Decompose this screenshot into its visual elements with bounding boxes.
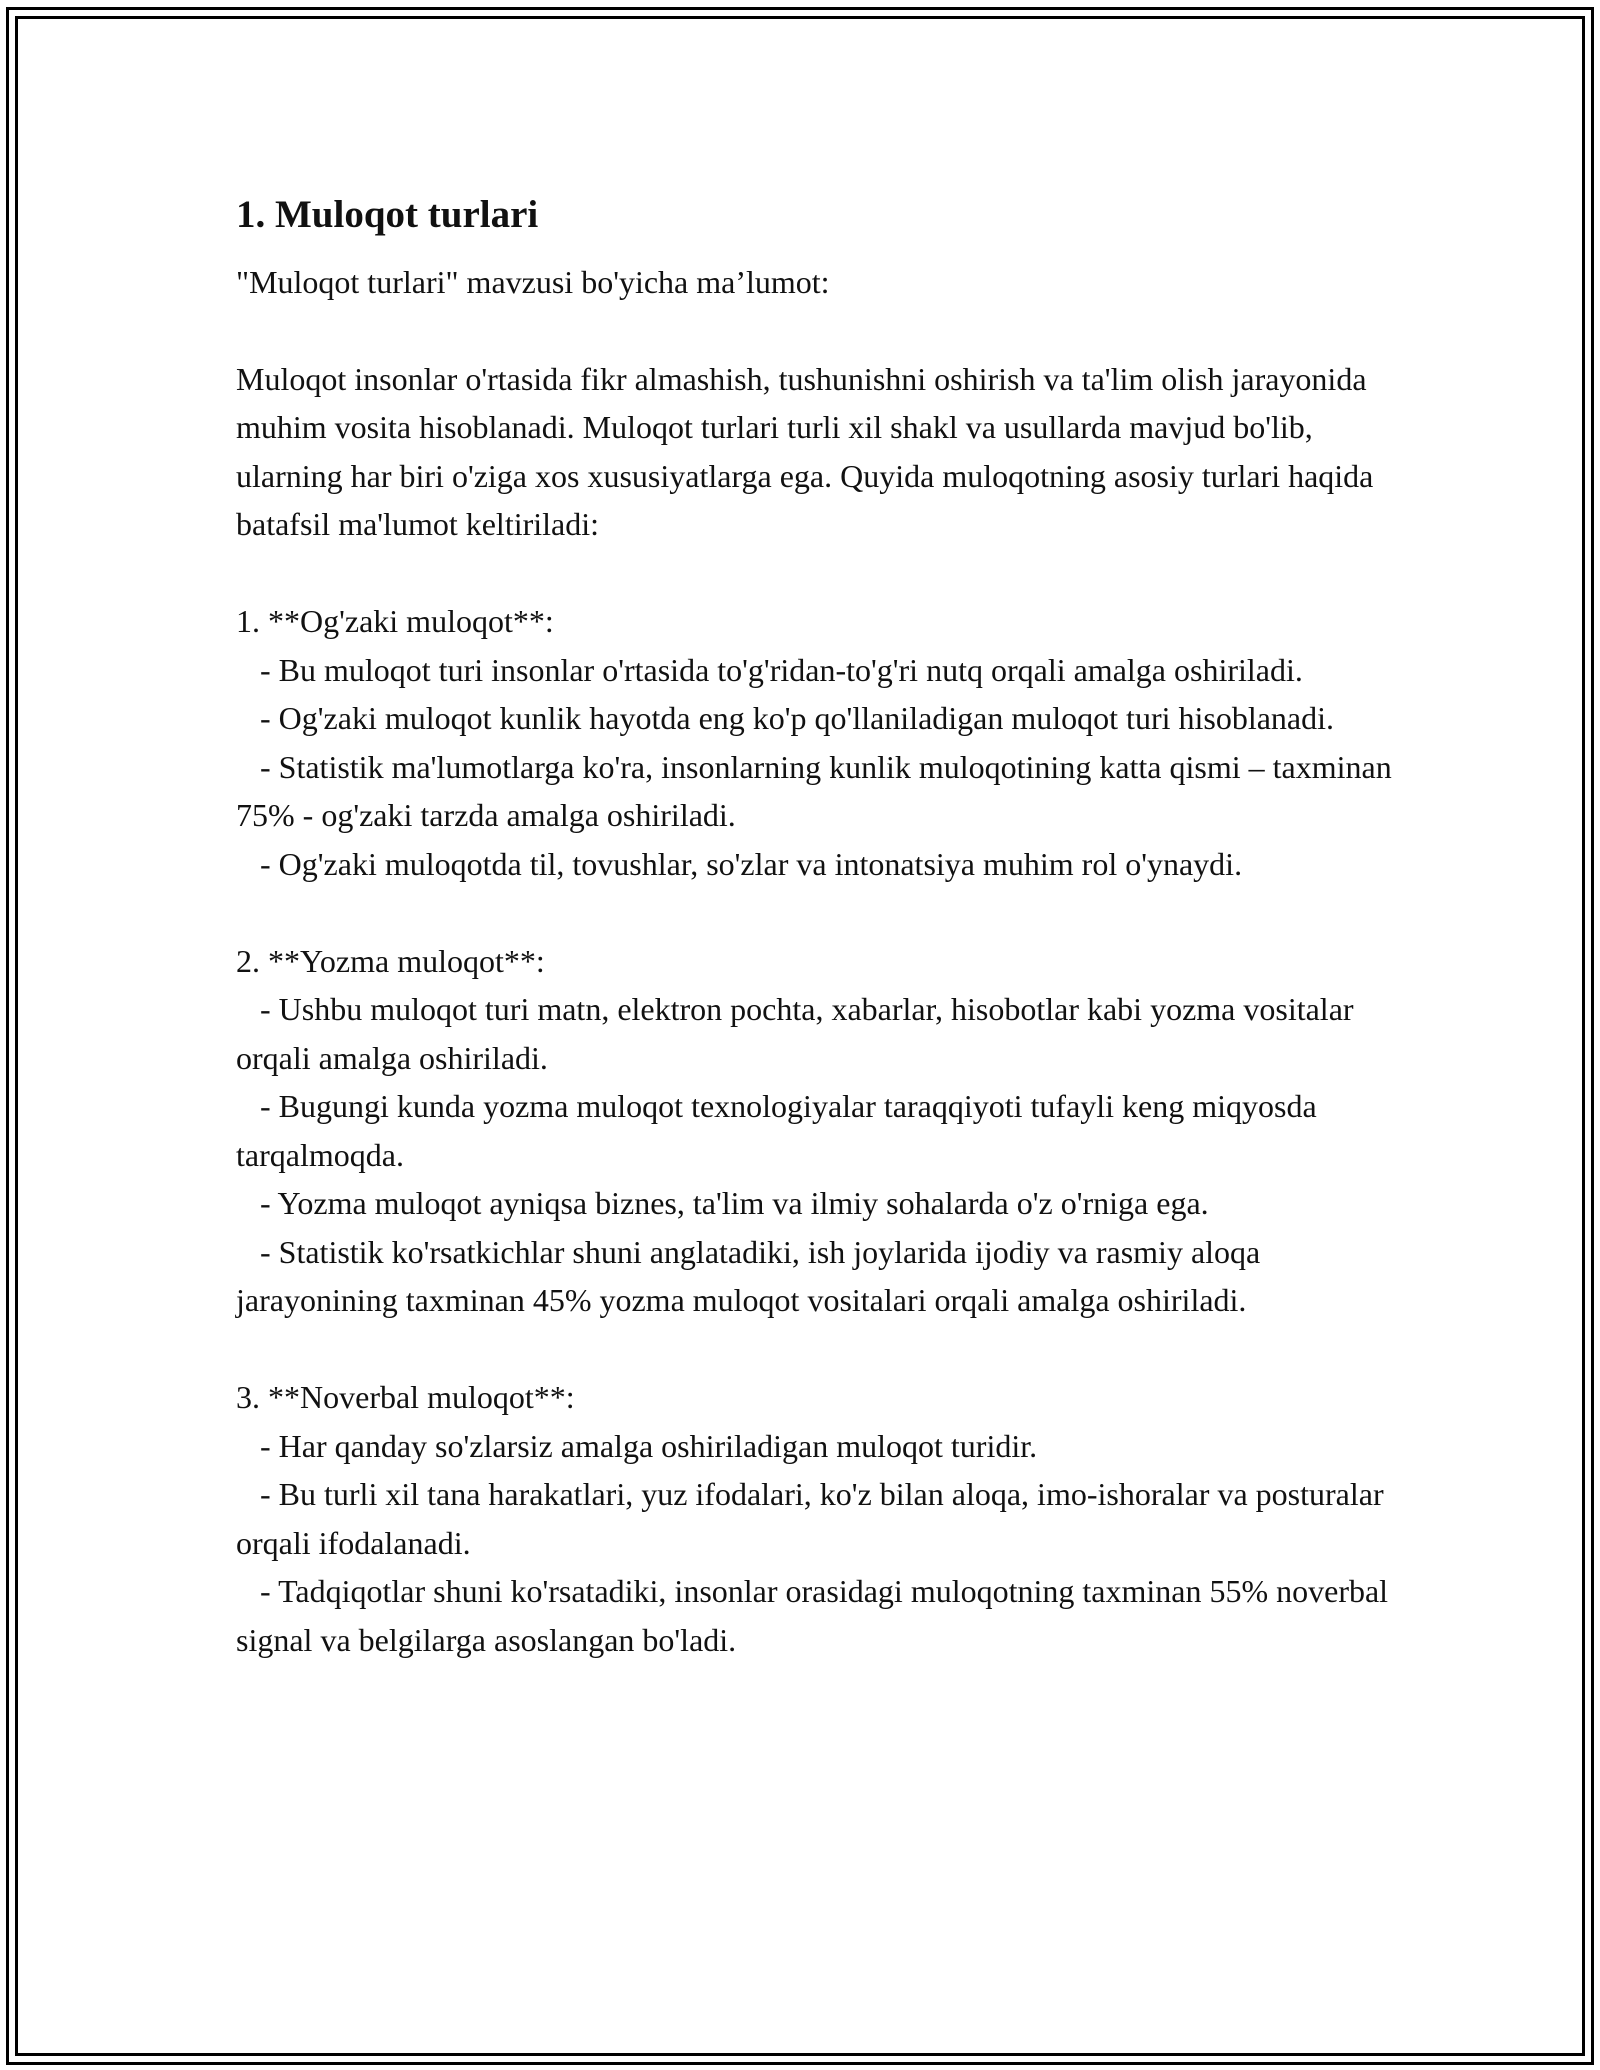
- bullet-item: - Har qanday so'zlarsiz amalga oshiriladigan muloqot turidir.: [236, 1427, 1038, 1464]
- section-written: [236, 937, 1416, 1325]
- spacer: [236, 888, 1416, 937]
- bullet-item: - Bu turli xil tana harakatlari, yuz ifodalari, ko'z bilan aloqa, imo-ishoralar va posturalar orqali ifodalanadi.: [236, 1476, 1392, 1561]
- intro-paragraph: Muloqot insonlar o'rtasida fikr almashish, tushunishni oshirish va ta'lim olish jarayonida muhim vosita hisoblanadi. Muloqot turlari turli xil shakl va usullarda mavjud bo'lib, ularning har biri o'ziga xos xususiyatlarga ega. Quyida muloqotning asosiy turlari haqida batafsil ma'lumot keltiriladi:: [236, 360, 1374, 542]
- document-title: 1. Muloqot turlari: [236, 193, 539, 236]
- bullet-item: - Og'zaki muloqotda til, tovushlar, so'zlar va intonatsiya muhim rol o'ynaydi.: [236, 845, 1243, 882]
- intro-line: "Muloqot turlari" mavzusi bo'yicha ma’lumot:: [236, 264, 830, 300]
- bullet-item: - Tadqiqotlar shuni ko'rsatadiki, insonlar orasidagi muloqotning taxminan 55% noverbal signal va belgilarga asoslangan bo'ladi.: [236, 1573, 1397, 1658]
- section-heading: 2. **Yozma muloqot**:: [236, 942, 545, 979]
- spacer: [236, 1325, 1416, 1374]
- bullet-item: - Statistik ma'lumotlarga ko'ra, insonlarning kunlik muloqotining katta qismi – taxminan 75% - og'zaki tarzda amalga oshiriladi.: [236, 748, 1400, 833]
- section-oral: [236, 597, 1416, 888]
- bullet-item: - Yozma muloqot ayniqsa biznes, ta'lim va ilmiy sohalarda o'z o'rniga ega.: [236, 1185, 1209, 1221]
- section-heading: 3. **Noverbal muloqot**:: [236, 1379, 575, 1415]
- bullet-item: - Og'zaki muloqot kunlik hayotda eng ko'p qo'llaniladigan muloqot turi hisoblanadi.: [236, 700, 1335, 736]
- bullet-item: - Ushbu muloqot turi matn, elektron pochta, xabarlar, hisobotlar kabi yozma vositalar orqali amalga oshiriladi.: [236, 991, 1362, 1076]
- section-heading: 1. **Og'zaki muloqot**:: [236, 603, 554, 639]
- spacer: [236, 549, 1416, 598]
- bullet-item: - Bu muloqot turi insonlar o'rtasida to'g'ridan-to'g'ri nutq orqali amalga oshiriladi.: [236, 651, 1303, 688]
- spacer: [236, 306, 1416, 355]
- bullet-item: - Statistik ko'rsatkichlar shuni anglatadiki, ish joylarida ijodiy va rasmiy aloqa jarayonining taxminan 45% yozma muloqot vositalari orqali amalga oshiriladi.: [236, 1233, 1269, 1318]
- document-body: [236, 188, 1416, 1664]
- bullet-item: - Bugungi kunda yozma muloqot texnologiyalar taraqqiyoti tufayli keng miqyosda tarqalmoqda.: [236, 1088, 1325, 1173]
- section-nonverbal: [236, 1373, 1416, 1664]
